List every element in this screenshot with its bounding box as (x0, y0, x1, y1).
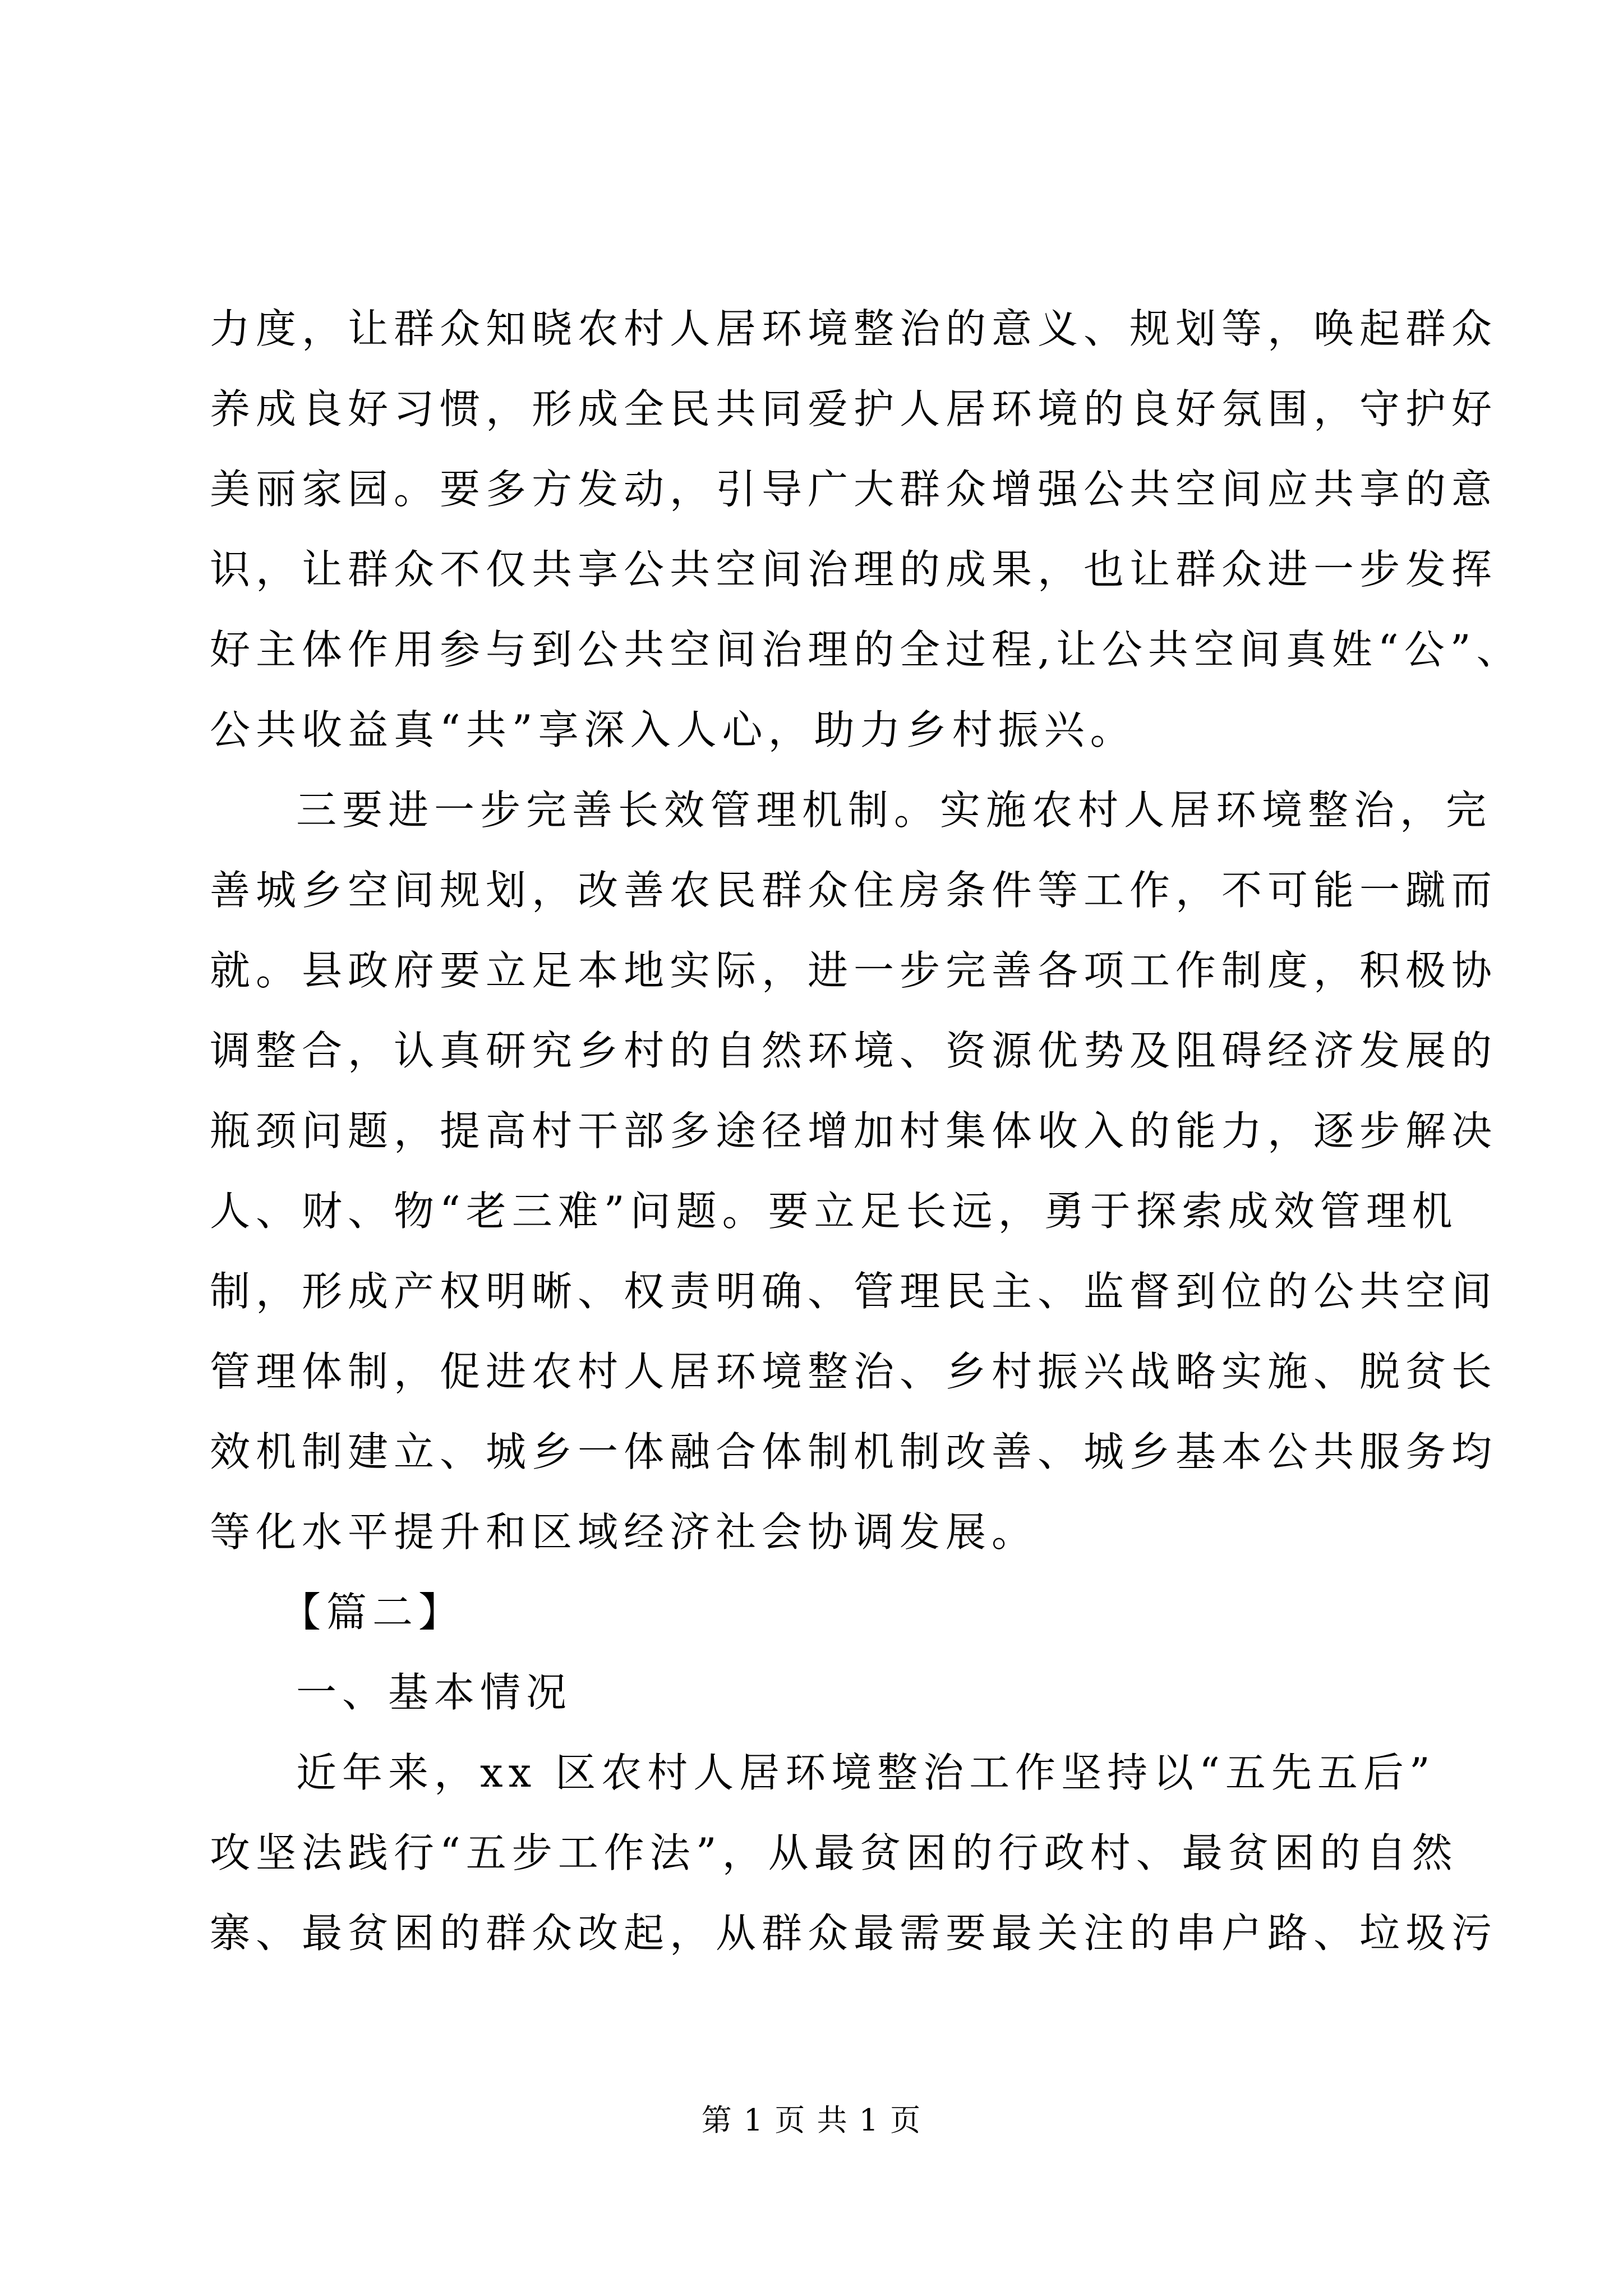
subsection-heading: 一、基本情况 (296, 1669, 573, 1716)
page-footer: 第 1 页 共 1 页 (701, 2102, 922, 2138)
text-line: 制，形成产权明晰、权责明确、管理民主、监督到位的公共空间 (210, 1268, 1498, 1315)
text-line: 力度，让群众知晓农村人居环境整治的意义、规划等，唤起群众 (210, 305, 1498, 352)
text-line: 攻坚法践行“五步工作法”，从最贫困的行政村、最贫困的自然 (210, 1829, 1458, 1876)
text-line: 善城乡空间规划，改善农民群众住房条件等工作，不可能一蹴而 (210, 867, 1498, 914)
text-line: 等化水平提升和区域经济社会协调发展。 (210, 1508, 1038, 1556)
text-line: 美丽家园。要多方发动，引导广大群众增强公共空间应共享的意 (210, 466, 1498, 513)
paragraph-first-line: 近年来，xx 区农村人居环境整治工作坚持以“五先五后” (296, 1749, 1436, 1796)
text-line: 养成良好习惯，形成全民共同爱护人居环境的良好氛围，守护好 (210, 385, 1498, 432)
paragraph-first-line: 三要进一步完善长效管理机制。实施农村人居环境整治，完 (296, 786, 1492, 834)
text-line: 公共收益真“共”享深入人心，助力乡村振兴。 (210, 706, 1136, 753)
text-line: 寨、最贫困的群众改起，从群众最需要最关注的串户路、垃圾污 (210, 1910, 1498, 1957)
text-line: 人、财、物“老三难”问题。要立足长远，勇于探索成效管理机 (210, 1188, 1458, 1235)
text-line: 瓶颈问题，提高村干部多途径增加村集体收入的能力，逐步解决 (210, 1107, 1498, 1154)
text-line: 管理体制，促进农村人居环境整治、乡村振兴战略实施、脱贫长 (210, 1348, 1498, 1395)
text-line: 效机制建立、城乡一体融合体制机制改善、城乡基本公共服务均 (210, 1428, 1498, 1475)
text-line: 好主体作用参与到公共空间治理的全过程,让公共空间真姓“公”、 (210, 626, 1523, 673)
text-line: 调整合，认真研究乡村的自然环境、资源优势及阻碍经济发展的 (210, 1027, 1498, 1074)
text-line: 就。县政府要立足本地实际，进一步完善各项工作制度，积极协 (210, 947, 1498, 994)
section-heading: 【篇二】 (280, 1589, 465, 1636)
text-line: 识，让群众不仅共享公共空间治理的成果，也让群众进一步发挥 (210, 546, 1498, 593)
